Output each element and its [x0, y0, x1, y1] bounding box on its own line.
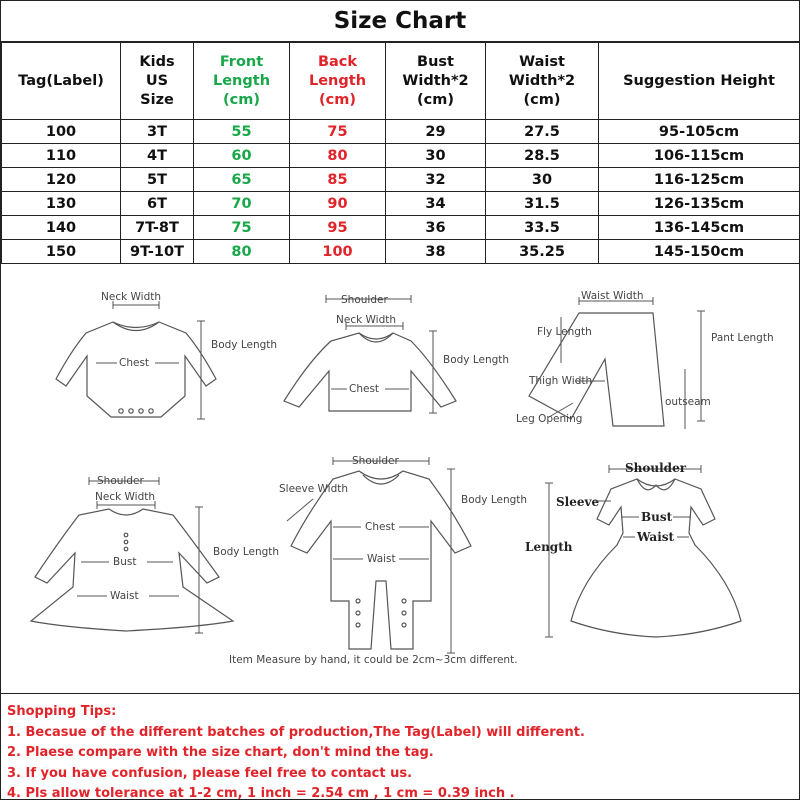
cell-waist-width: 30: [486, 168, 599, 192]
cell-front-length: 60: [194, 144, 290, 168]
cell-height: 106-115cm: [599, 144, 800, 168]
body-label: Body Length: [211, 339, 278, 351]
cell-waist-width: 27.5: [486, 120, 599, 144]
pant-label: Pant Length: [711, 332, 774, 344]
bust-label: Bust: [113, 556, 137, 568]
length-label: Length: [525, 540, 573, 554]
cell-tag: 100: [2, 120, 121, 144]
cell-us-size: 3T: [121, 120, 194, 144]
cell-us-size: 7T-8T: [121, 216, 194, 240]
header-kids-us-size: Kids US Size: [121, 43, 194, 120]
cell-bust-width: 29: [386, 120, 486, 144]
cell-front-length: 55: [194, 120, 290, 144]
body-label: Body Length: [461, 494, 528, 506]
cell-us-size: 6T: [121, 192, 194, 216]
cell-height: 136-145cm: [599, 216, 800, 240]
table-row: [2, 168, 800, 192]
cell-waist-width: 35.25: [486, 240, 599, 264]
pants-diagram: [516, 290, 774, 429]
table-row: [2, 120, 800, 144]
thigh-label: Thigh Width: [529, 375, 593, 387]
shoulder-label: Shoulder: [352, 455, 399, 467]
cell-waist-width: 33.5: [486, 216, 599, 240]
leg-opening-label: Leg Opening: [516, 413, 583, 425]
cell-tag: 140: [2, 216, 121, 240]
cell-tag: 110: [2, 144, 121, 168]
cell-waist-width: 31.5: [486, 192, 599, 216]
sleeve-label: Sleeve Width: [279, 483, 349, 495]
waist-label: Waist: [110, 590, 139, 602]
tip-item: 3. If you have confusion, please feel free to contact us.: [7, 765, 413, 781]
header-bust-width: Bust Width*2 (cm): [386, 43, 486, 120]
waist-label: Waist: [367, 553, 396, 565]
shirt-diagram: [284, 294, 509, 413]
party-dress-diagram: [525, 461, 741, 637]
cell-front-length: 80: [194, 240, 290, 264]
cell-bust-width: 32: [386, 168, 486, 192]
cell-bust-width: 30: [386, 144, 486, 168]
header-waist-width: Waist Width*2 (cm): [486, 43, 599, 120]
header-tag-label: Tag(Label): [2, 43, 121, 120]
chest-label: Chest: [349, 383, 380, 395]
chest-label: Chest: [119, 357, 150, 369]
body-label: Body Length: [213, 546, 280, 558]
tip-item: 1. Becasue of the different batches of production,The Tag(Label) will different.: [7, 724, 585, 740]
romper-diagram: [279, 455, 527, 653]
tips-title: Shopping Tips:: [7, 704, 117, 719]
table-row: [2, 144, 800, 168]
cell-back-length: 100: [290, 240, 386, 264]
table-row: [2, 216, 800, 240]
cell-waist-width: 28.5: [486, 144, 599, 168]
tip-item: 2. Plaese compare with the size chart, don't mind the tag.: [7, 745, 434, 760]
cell-height: 116-125cm: [599, 168, 800, 192]
body-label: Body Length: [443, 354, 510, 366]
dress-diagram: [31, 475, 279, 633]
header-suggestion-height: Suggestion Height: [599, 43, 800, 120]
bust-label: Bust: [641, 510, 673, 524]
neck-width-label: Neck Width: [336, 314, 397, 326]
cell-bust-width: 34: [386, 192, 486, 216]
cell-tag: 120: [2, 168, 121, 192]
table-header-row: [2, 43, 800, 120]
size-table: [1, 42, 800, 264]
cell-back-length: 95: [290, 216, 386, 240]
cell-height: 95-105cm: [599, 120, 800, 144]
cell-us-size: 9T-10T: [121, 240, 194, 264]
table-row: [2, 192, 800, 216]
measure-note: Item Measure by hand, it could be 2cm~3cm different.: [229, 654, 518, 666]
cell-front-length: 70: [194, 192, 290, 216]
cell-front-length: 75: [194, 216, 290, 240]
cell-back-length: 85: [290, 168, 386, 192]
cell-back-length: 80: [290, 144, 386, 168]
chest-label: Chest: [365, 521, 396, 533]
shopping-tips: [1, 693, 799, 799]
cell-back-length: 75: [290, 120, 386, 144]
shoulder-label: Shoulder: [97, 475, 144, 487]
cell-us-size: 4T: [121, 144, 194, 168]
cell-front-length: 65: [194, 168, 290, 192]
waist-label: Waist: [637, 530, 675, 544]
cell-us-size: 5T: [121, 168, 194, 192]
cell-height: 126-135cm: [599, 192, 800, 216]
waist-width-label: Waist Width: [581, 290, 644, 302]
neck-width-label: Neck Width: [95, 491, 156, 503]
measurement-illustrations: [1, 271, 799, 691]
shoulder-label: Shoulder: [341, 294, 388, 306]
cell-back-length: 90: [290, 192, 386, 216]
table-row: [2, 240, 800, 264]
cell-tag: 130: [2, 192, 121, 216]
cell-bust-width: 38: [386, 240, 486, 264]
cell-tag: 150: [2, 240, 121, 264]
cell-bust-width: 36: [386, 216, 486, 240]
cell-height: 145-150cm: [599, 240, 800, 264]
bodysuit-diagram: [56, 291, 277, 419]
page-title: Size Chart: [1, 1, 799, 42]
fly-label: Fly Length: [537, 326, 592, 338]
header-back-length: Back Length (cm): [290, 43, 386, 120]
shoulder-label: Shoulder: [625, 461, 687, 475]
neck-width-label: Neck Width: [101, 291, 162, 303]
header-front-length: Front Length (cm): [194, 43, 290, 120]
outseam-label: outseam: [665, 396, 711, 408]
tip-item: 4. Pls allow tolerance at 1-2 cm, 1 inch = 2.54 cm , 1 cm = 0.39 inch .: [7, 786, 515, 801]
sleeve-label: Sleeve: [556, 495, 600, 509]
